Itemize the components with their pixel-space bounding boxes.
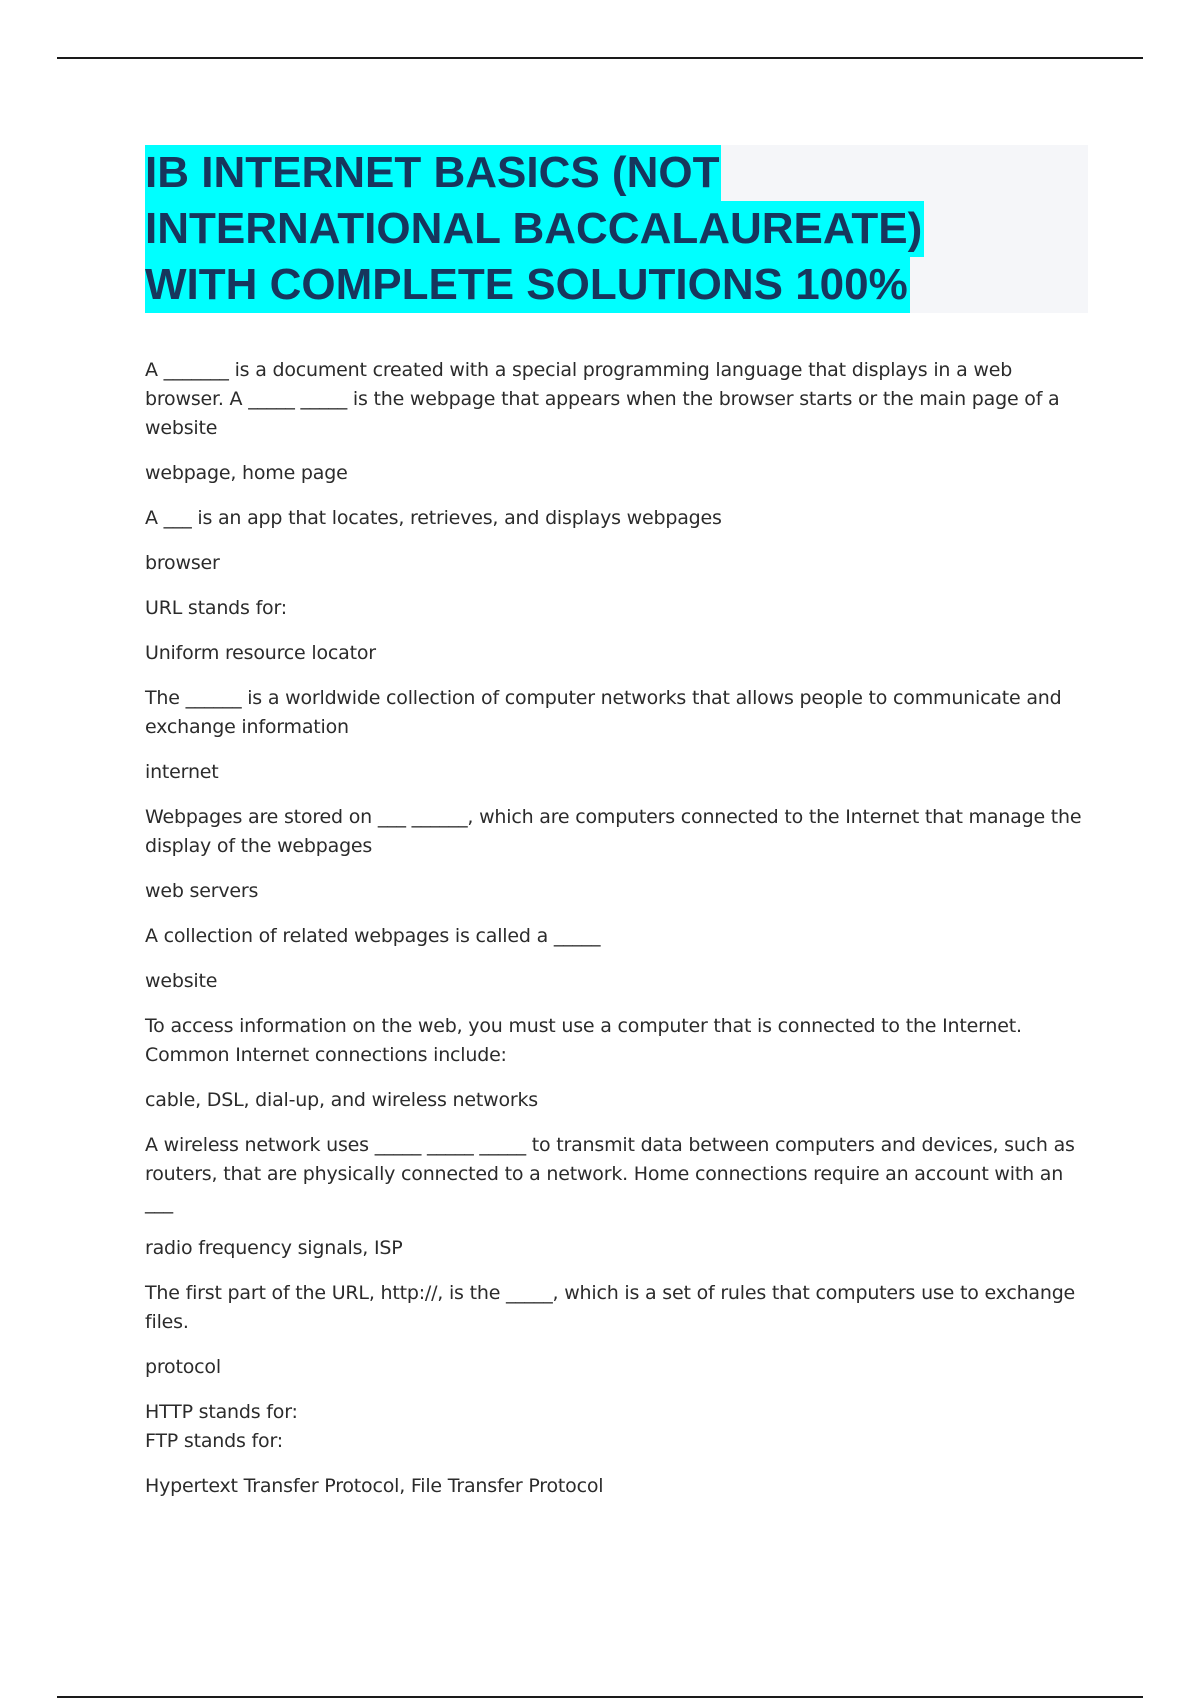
header-rule <box>57 57 1143 59</box>
title-line-3: WITH COMPLETE SOLUTIONS 100% <box>145 257 910 313</box>
title-line-2: INTERNATIONAL BACCALAUREATE) <box>145 201 924 257</box>
qa-list <box>145 356 1095 1517</box>
answer-10: Hypertext Transfer Protocol, File Transfer Protocol <box>145 1475 604 1497</box>
answer-5: web servers <box>145 880 259 902</box>
question-1: A _______ is a document created with a special programming language that displays in a web browser. A _____ _____ is the webpage that appears when the browser starts or the main page of a website <box>145 359 1060 439</box>
footer-rule <box>57 1696 1143 1698</box>
answer-2: browser <box>145 552 220 574</box>
answer-8: radio frequency signals, ISP <box>145 1237 403 1259</box>
question-7: To access information on the web, you must use a computer that is connected to the Internet. Common Internet connections include: <box>145 1015 1022 1066</box>
answer-1: webpage, home page <box>145 462 348 484</box>
question-10: HTTP stands for: FTP stands for: <box>145 1401 298 1452</box>
document-title <box>145 145 1088 313</box>
title-line-1: IB INTERNET BASICS (NOT <box>145 145 721 201</box>
answer-6: website <box>145 970 218 992</box>
question-2: A ___ is an app that locates, retrieves, and displays webpages <box>145 507 722 529</box>
answer-4: internet <box>145 761 219 783</box>
title-block <box>145 145 1088 313</box>
question-5: Webpages are stored on ___ ______, which are computers connected to the Internet that manage the display of the webpages <box>145 806 1082 857</box>
question-8: A wireless network uses _____ _____ _____ to transmit data between computers and devices, such as routers, that are physically connected to a network. Home connections require an account with an ___ <box>145 1134 1075 1214</box>
answer-7: cable, DSL, dial-up, and wireless networks <box>145 1089 539 1111</box>
question-4: The ______ is a worldwide collection of computer networks that allows people to communicate and exchange information <box>145 687 1062 738</box>
question-3: URL stands for: <box>145 597 287 619</box>
question-9: The first part of the URL, http://, is the _____, which is a set of rules that computers use to exchange files. <box>145 1282 1076 1333</box>
answer-3: Uniform resource locator <box>145 642 376 664</box>
question-6: A collection of related webpages is called a _____ <box>145 925 601 947</box>
answer-9: protocol <box>145 1356 221 1378</box>
